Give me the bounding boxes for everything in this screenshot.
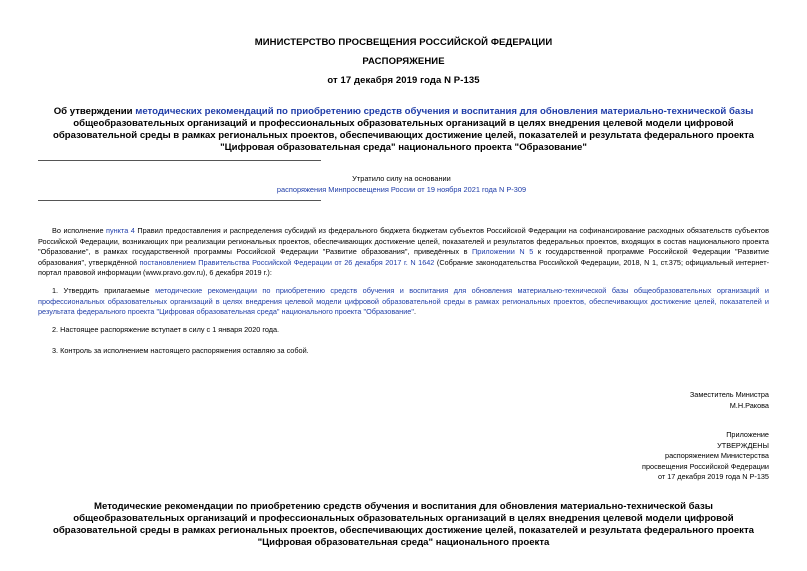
item-1-paragraph: [38, 286, 769, 318]
status-notice: [38, 173, 765, 195]
signature-block: [569, 390, 769, 411]
preamble-paragraph: [38, 226, 769, 279]
title-link[interactable]: методических рекомендаций по приобретению средств обучения и воспитания для обновления материально-технической базы: [135, 106, 754, 117]
ministry-heading: МИНИСТЕРСТВО ПРОСВЕЩЕНИЯ РОССИЙСКОЙ ФЕДЕРАЦИИ: [254, 37, 553, 48]
document-title: [40, 106, 767, 154]
preamble-text-3: к государственной программе Российской Федерации "Развитие образования", утверждённой: [38, 247, 769, 267]
preamble-text-4: (Собрание законодательства Российской Федерации, 2018, N 1, ст.375; официальный интернет-портал правовой информации (www.pravo.gov.ru), 6 декабря 2019 г.):: [38, 257, 770, 278]
recommendations-title: Методические рекомендации по приобретению средств обучения и воспитания для обновления материально-технической базы общеобразовательных организаций и профессиональных образовательных организаций в целях внедрения целевой модели цифровой образовательной среды в рамках региональных проектов, обеспечивающих достижение целей, показателей и результата федерального проекта "Цифровая образовательная среда" национального проекта: [52, 501, 755, 548]
item-3-paragraph: [38, 346, 769, 357]
appendix-line-2: УТВЕРЖДЕНЫ: [717, 440, 769, 450]
divider-top: [38, 160, 321, 161]
item-1-end: .: [413, 307, 416, 317]
status-link[interactable]: распоряжения Минпросвещения России от 19 ноября 2021 года N Р-309: [276, 185, 527, 194]
item-2-paragraph: [38, 325, 769, 336]
document-date-number: от 17 декабря 2019 года N Р-135: [327, 75, 480, 86]
preamble-text-1: Во исполнение: [52, 226, 107, 235]
appendix-line-5: от 17 декабря 2019 года N Р-135: [657, 472, 769, 482]
preamble-link-decree[interactable]: постановлением Правительства Российской Федерации от 26 декабря 2017 г. N 1642: [139, 257, 435, 267]
title-rest: общеобразовательных организаций и профессиональных образовательных организаций в целях внедрения целевой модели цифровой образовательной среды в рамках региональных проектов, обеспечивающих достижение целей, показателей и результата федерального проекта "Цифровая образовательная среда" национального проекта "Образование": [52, 118, 755, 153]
appendix-line-3: распоряжением Министерства: [665, 451, 769, 461]
preamble-link-point4[interactable]: пункта 4: [106, 226, 135, 235]
document-type: РАСПОРЯЖЕНИЕ: [362, 56, 445, 67]
signature-position: Заместитель Министра: [689, 390, 769, 399]
item-1-text: 1. Утвердить прилагаемые: [52, 286, 156, 295]
divider-bottom: [38, 200, 321, 201]
preamble-text-2: Правил предоставления и распределения субсидий из федерального бюджета бюджетам субъектов Российской Федерации на софинансирование расходных обязательств субъектов Российской Федерации, возникающих при реализации региональных проектов, обеспечивающих достижение целей, показателей и результатов федеральных проектов, входящих в состав национального проекта "Образование", в рамках государственной программы Российской Федерации "Развитие образования", приведённых в: [38, 226, 769, 257]
signature-name: М.Н.Ракова: [729, 400, 769, 410]
item-3-text: 3. Контроль за исполнением настоящего распоряжения оставляю за собой.: [52, 346, 309, 355]
title-prefix: Об утверждении: [53, 106, 136, 117]
status-text: Утратило силу на основании: [352, 174, 451, 183]
appendix-block: [569, 430, 769, 483]
preamble-link-appendix5[interactable]: Приложении N 5: [472, 247, 534, 257]
appendix-line-4: просвещения Российской Федерации: [642, 461, 769, 471]
item-1-link[interactable]: методические рекомендации по приобретению средств обучения и воспитания для обновления материально-технической базы общеобразовательных организаций и профессиональных образовательных организаций в целях внедрения целевой модели цифровой образовательной среды в рамках региональных проектов, обеспечивающих достижение целей, показателей и результата федерального проекта "Цифровая образовательная среда" национального проекта "Образование": [38, 286, 769, 317]
item-2-text: 2. Настоящее распоряжение вступает в силу с 1 января 2020 года.: [52, 325, 280, 334]
appendix-line-1: Приложение: [726, 430, 769, 439]
